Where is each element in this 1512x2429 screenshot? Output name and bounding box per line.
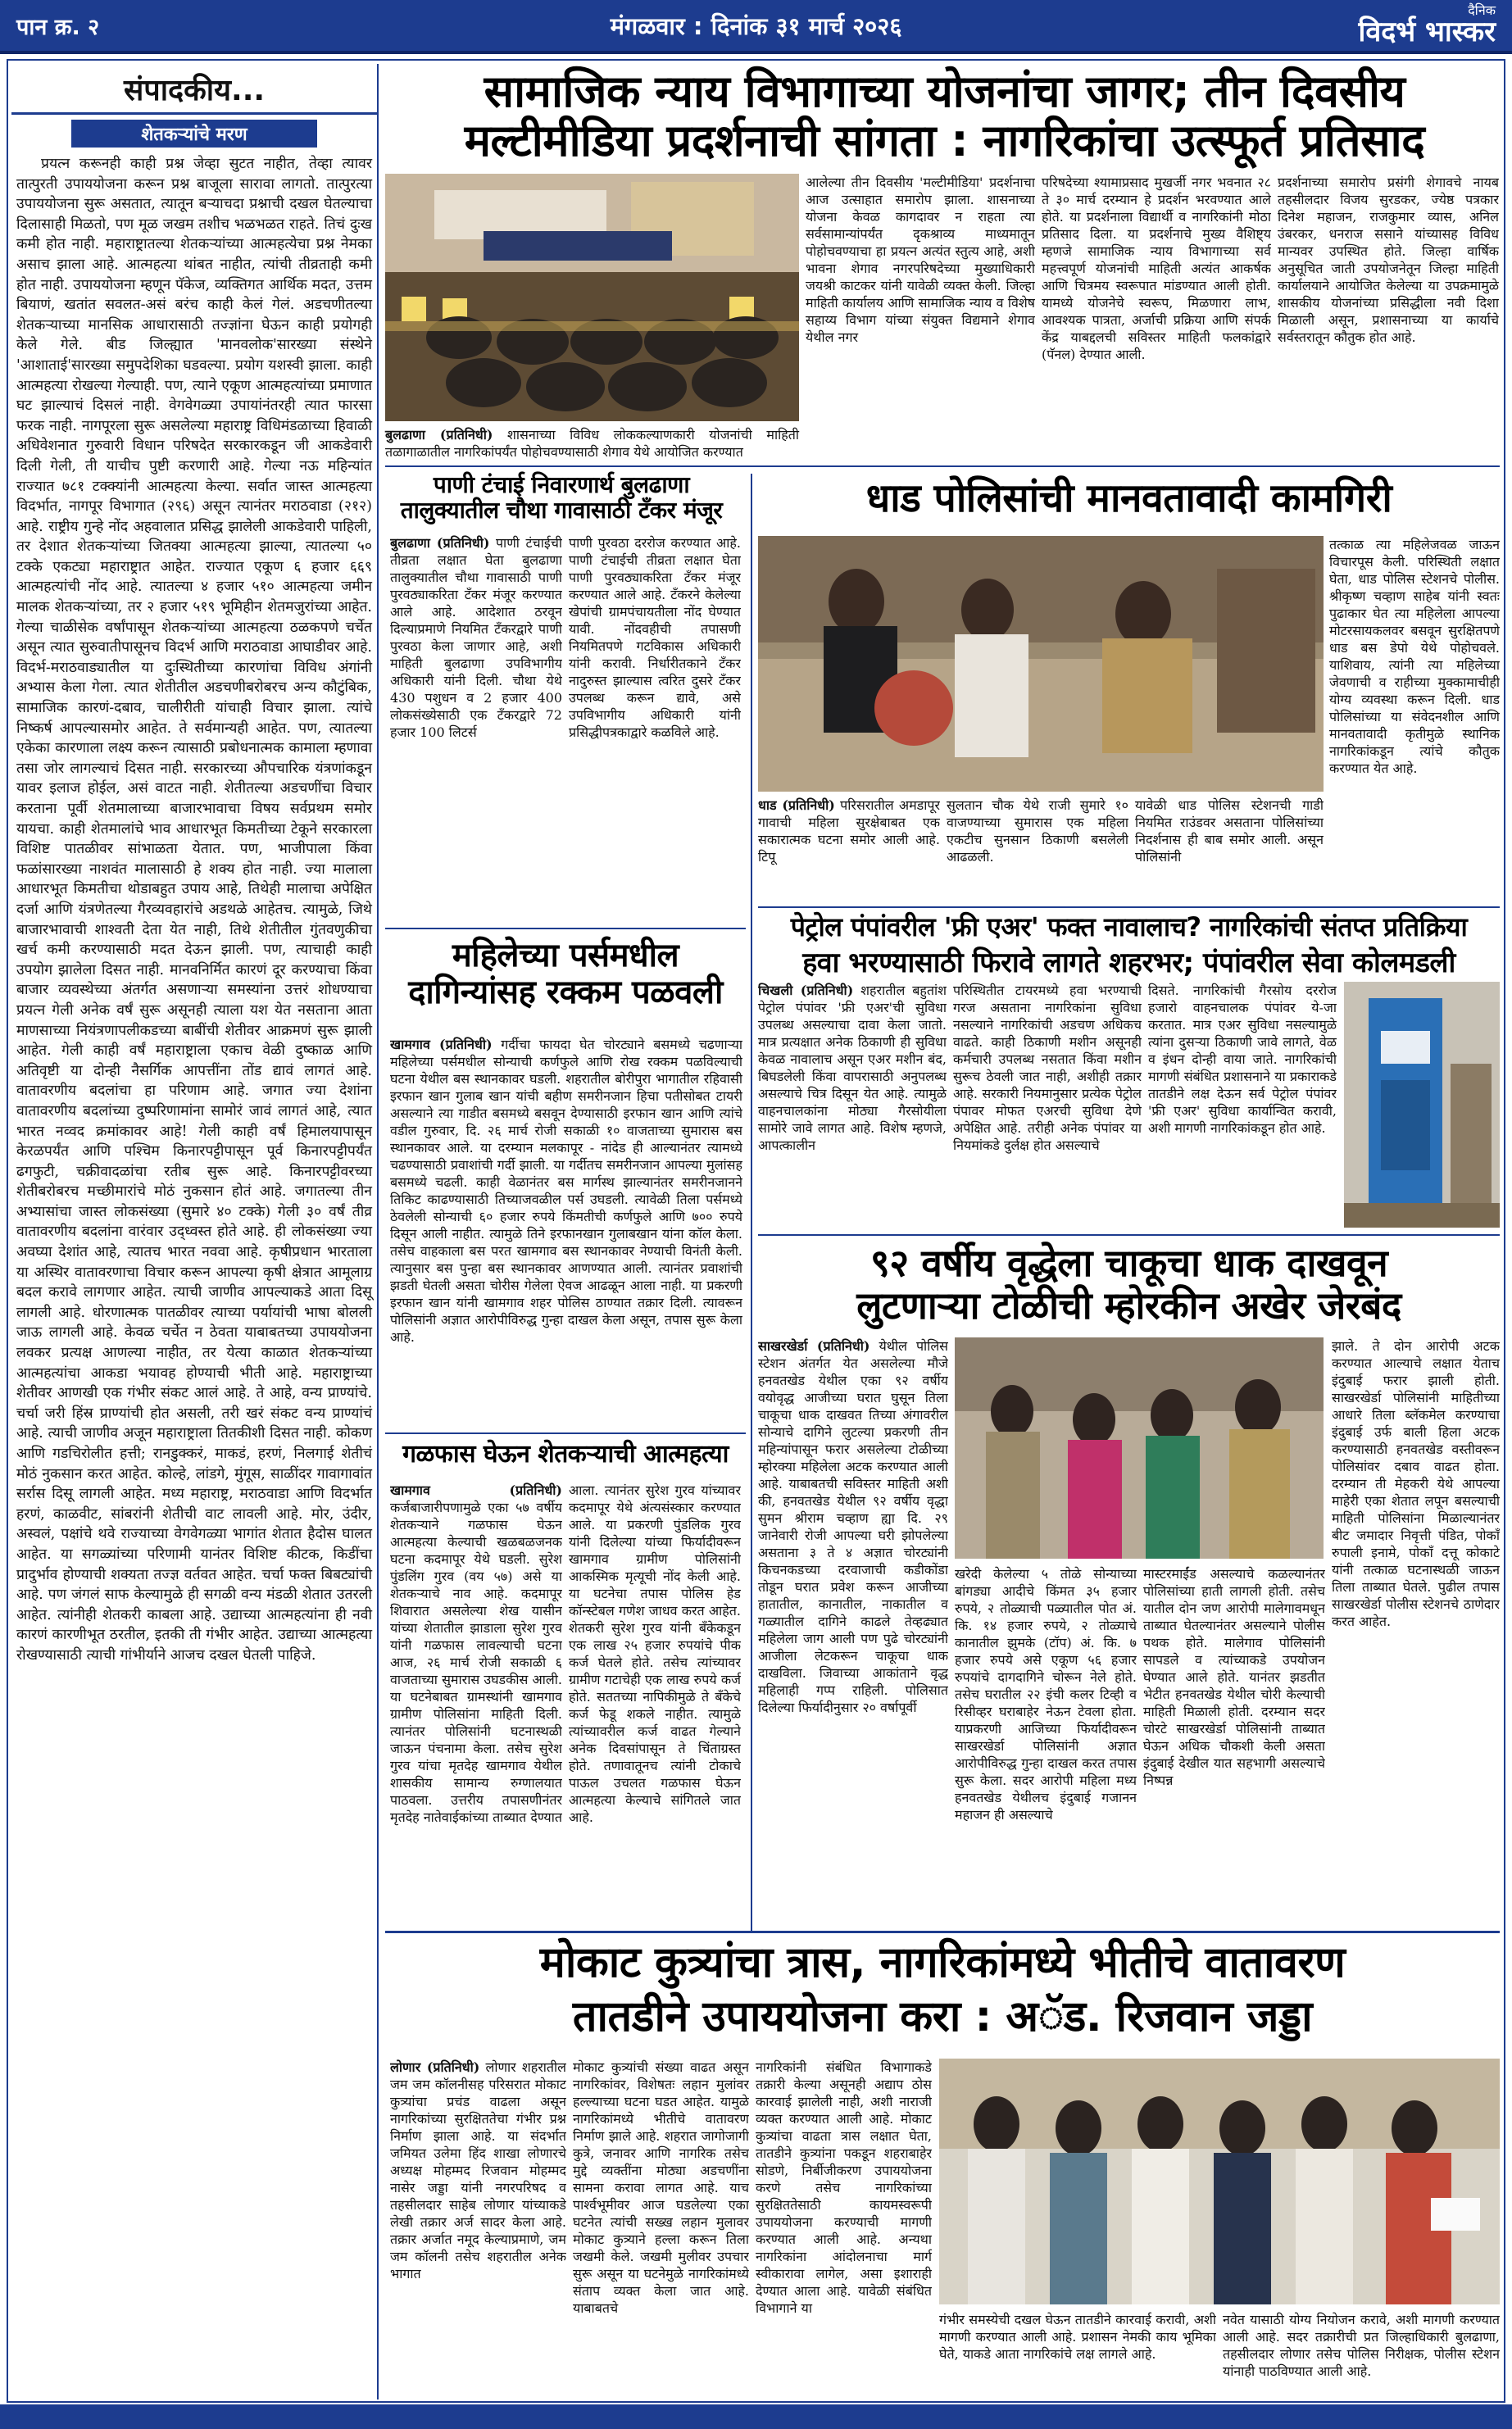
dhad-column-4: तत्काळ त्या महिलेजवळ जाऊन विचारपूस केली. परिस्थिती लक्षात घेता, धाड पोलिस स्टेशनचे पोलीस. श्रीकृष्ण चव्हाण साहेब यांनी स्वतः पुढाकार घेत त्या महिलेला आपल्या मोटरसायकलवर बसवून सुरक्षितपणे धाड बस डेपो येथे पोहोचवले. याशिवाय, त्यांनी त्या महिलेच्या जेवणाची व राहीच्या मुक्कामाचीही योग्य व्यवस्था करून दिली. धाड पोलिसांच्या या संवेदनशील आणि मानवतावादी कृतीमुळे स्थानिक नागरिकांकडून त्यांचे कौतुक करण्यात येत आहे. (1329, 537, 1500, 776)
dogs-photo (939, 2059, 1500, 2304)
petrol-byline: चिखली (प्रतिनिधी) (758, 983, 854, 998)
petrol-column-1 (758, 982, 947, 1228)
dogs-column-2: मोकाट कुत्र्यांची संख्या वाढत असून नागरिकांवर, विशेषतः लहान मुलांवर हल्ल्याच्या घटना घडत आहेत. यामुळे नागरिकांमध्ये भीतीचे वातावरण निर्माण झाले आहे. शहरात जागोजागी कुत्रे, जनावर आणि नागरिक तसेच मुद्दे व्यक्तींना मोठ्या अडचणींना सामना करावा लागत आहे. याच पार्श्वभूमीवर आज घडलेल्या एका घटनेत त्यांची सख्ख लहान मुलावर मोकाट कुत्र्याने हल्ला करून तिला जखमी केले. जखमी मुलीवर उपचार सुरू असून या घटनेमुळे नागरिकांमध्ये संताप व्यक्त केला जात आहे. याबाबतचे (573, 2059, 749, 2316)
robbery-column-2: खरेदी केलेल्या ५ तोळे सोन्याच्या बांगड्या आदीचे किंमत ३५ हजार रुपये, २ तोळ्याची पळ्यातील पोत अं. कि. १४ हजार रुपये, २ तोळ्याचे कानातील झुमके (टॉप) अं. कि. ७ हजार रुपये असे एकूण ५६ हजार रुपयांचे दागदागिने चोरून नेले होते. तसेच घरातील २२ इंची कलर टिव्ही व रिसीव्हर घराबाहेर नेऊन टेवला होता. याप्रकरणी आजिच्या फिर्यादीवरून साखरखेर्डा पोलिसांनी अज्ञात आरोपीविरुद्ध गुन्हा दाखल करत तपास सुरू केला. सदर आरोपी महिला मध्य हनवतखेड येथीलच इंदुबाई गजानन महाजन ही असल्याचे (955, 1566, 1137, 1823)
brand-prefix: दैनिक (1468, 2, 1496, 18)
robbery-col1-text: येथील पोलिस स्टेशन अंतर्गत येत असलेल्या मौजे हनवतखेड येथील एका ९२ वर्षीय वयोवृद्ध आजीच्या घरात घुसून तिला चाकूचा धाक दाखवत तिच्या अंगावरील सोन्याचे दागिने लुटल्या प्रकरणी तीन महिन्यांपासून फरार असलेल्या टोळीच्या म्होरक्या महिलेला अटक करण्यात आली आहे. याबाबतची सविस्तर माहिती अशी की, हनवतखेड येथील ९२ वर्षीय वृद्धा सुमन श्रीराम चव्हाण ह्या दि. २९ जानेवारी रोजी आपल्या घरी झोपलेल्या असताना ३ ते ४ अज्ञात चोरट्यांनी किचनकडच्या दरवाजाची कडीकोंडा तोडून घरात प्रवेश करून आजीच्या हातातील, कानातील, नाकातील व गळ्यातील दागिने काढले तेव्हढ्यात महिलेला जाग आली पण पुढे चोरट्यांनी आजीला लेटकरून चाकूचा धाक दाखविला. जिवाच्या आकांताने वृद्ध महिलाही गप्प राहिली. पोलिसात दिलेल्या फिर्यादीनुसार २० वर्षापूर्वी (758, 1338, 948, 1715)
lead-divider (385, 465, 1500, 467)
theft-body-text: गर्दीचा फायदा घेत चोरट्याने बसमध्ये चढणाऱ्या महिलेच्या पर्समधील सोन्याची कर्णफुले आणि रोख रक्कम पळविल्याची घटना येथील बस स्थानकावर घडली. शहरातील बोरीपुरा भागातील रहिवासी इरफान खान गुलाब खान यांची बहीण समरीनजान हिचा पतीसोबत टायरी असल्याने त्या गाडीत बसमध्ये बसवून देण्यासाठी इरफान खान आणि त्यांचे वडील गुरुवार, दि. २६ मार्च रोजी सकाळी १० वाजताच्या सुमारास बस स्थानकावर आले. या दरम्यान मलकापूर - नांदेड ही आल्यानंतर त्यामध्ये चढण्यासाठी प्रवाशांची गर्दी झाली. या गर्दीतच समरीनजान आपल्या मुलांसह बसमध्ये चढली. काही वेळानंतर बस मार्गस्थ झाल्यानंतर समरीनजानने तिकिट काढण्यासाठी तिच्याजवळील पर्स उघडली. त्यावेळी तिला पर्समध्ये ठेवलेली सोन्याची ६० हजार रुपये किंमतीची कर्णफुले आणि ७०० रुपये दिसून आली नाहीत. त्यामुळे तिने इरफानखान गुलाबखान यांना कॉल केला. तसेच वाहकाला बस परत खामगाव बस स्थानकावर नेण्याची विनंती केली. त्यानुसार बस पुन्हा बस स्थानकावर आणण्यात आली. त्यानंतर प्रवाशांची झडती घेतली असता चोरीस गेलेला ऐवज आढळून आला नाही. या प्रकरणी इरफान खान यांनी खामगाव शहर पोलिस ठाण्यात तक्रार दिली. त्यावरून पोलिसांनी अज्ञात आरोपीविरुद्ध गुन्हा दाखल केला असून, तपास सुरू केला आहे. (390, 1037, 742, 1345)
lead-caption-text: शासनाच्या विविध लोककल्याणकारी योजनांची माहिती तळागाळातील नागरिकांपर्यंत पोहोचवण्यासाठी शेगाव येथे आयोजित करण्यात (385, 427, 800, 460)
lead-photo (385, 174, 799, 421)
dogs-headline (385, 1939, 1500, 2041)
water-col1-text: पाणी टंचाईची तीव्रता लक्षात घेता बुलढाणा तालुक्यातील चौथा गावासाठी पाणी पुरवठ्याकरिता टँकर मंजूर करण्यात आले आहे. आदेशात ठरवून दिल्याप्रमाणे नियमित टँकरद्वारे पाणी पुरवठा केला जाणार आहे, अशी माहिती बुलढाणा उपविभागीय अधिकारी यांनी दिली. चौथा येथे 430 पशुधन व 2 हजार 400 लोकसंख्येसाठी एक टँकरद्वारे 72 हजार 100 लिटर्स (390, 535, 562, 740)
dogs-divider (385, 1931, 1500, 1933)
theft-headline-line2: दागिन्यांसह रक्कम पळवली (408, 973, 723, 1011)
page-header-bar (0, 0, 1512, 54)
brand-name: विदर्भ भास्कर (1358, 16, 1496, 48)
water-divider (385, 928, 746, 929)
dogs-col1-text: लोणार शहरातील जम जम कॉलनीसह परिसरात मोकाट कुत्र्यांचा प्रचंड वाढला असून नागरिकांच्या सुरक्षिततेचा गंभीर प्रश्न निर्माण झाला आहे. या संदर्भात जमियत उलेमा हिंद शाखा लोणारचे अध्यक्ष मोहम्मद रिजवान मोहम्मद नासेर जड्डा यांनी नगरपरिषद व तहसीलदार साहेब लोणार यांच्याकडे लेखी तक्रार अर्ज सादर केला आहे. तक्रार अर्जात नमूद केल्याप्रमाणे, जम जम कॉलनी तसेच शहरातील अनेक भागात (390, 2059, 566, 2281)
petrol-divider (758, 1234, 1500, 1236)
masthead-brand (1037, 4, 1496, 47)
editorial-subtitle: शेतकऱ्यांचे मरण (71, 120, 317, 148)
robbery-column-3: मास्टरमाईंड असल्याचे कळल्यानंतर पोलिसांच्या हाती लागली होती. तसेच यातील दोन जण आरोपी मालेगावमधून ताब्यात घेतल्यानंतर असल्याने पोलीस पथक होते. मालेगाव पोलिसांनी सापडले व त्यांच्याकडे उपयोजन घेण्यात आले होते. यानंतर झडतीत भेटीत हनवतखेड येथील चोरी केल्याची माहिती मिळाली होती. दरम्यान सदर चोरटे साखरखेर्डा पोलिसांनी ताब्यात घेऊन अधिक चौकशी केली असता इंदुबाई देखील यात सहभागी असल्याचे निष्पन्न (1143, 1566, 1325, 1788)
water-column-1 (390, 534, 562, 919)
lead-caption (385, 426, 799, 461)
theft-body (390, 1036, 742, 1428)
robbery-headline-line2: लुटणाऱ्या टोळीची म्होरकीन अखेर जेरबंद (856, 1283, 1401, 1328)
water-column-2: पाणी पुरवठा दररोज करण्यात आहे. पाणी टंचाईची तीव्रता लक्षात घेता पाणी पुरवठ्याकरिता टँकर मंजूर करण्यात आले आहे. टँकरने केलेल्या खेपांची ग्रामपंचायतीला नोंद घेण्यात यावी. नोंदवहीची तपासणी नियमितपणे गटविकास अधिकारी यांनी करावी. निर्धारीतकाने टँकर नादुरुस्त झाल्यास त्वरित दुसरे टँकर उपलब्ध करून द्यावे, असे उपविभागीय अधिकारी यांनी प्रसिद्धीपत्रकाद्वारे कळविले आहे. (569, 535, 741, 740)
suicide-col1-text: कर्जबाजारीपणामुळे एका ५७ वर्षीय शेतकऱ्याने गळफास घेऊन आत्महत्या केल्याची खळबळजनक घटना कदमापूर येथे घडली. सुरेश पुंडलिंग गुरव (वय ५७) असे या शेतकऱ्याचे नाव आहे. कदमापूर शिवारात असलेल्या शेख यासीन यांच्या शेतातील झाडाला सुरेश गुरव यांनी गळफास लावल्याची घटना आज, २६ मार्च रोजी सकाळी ६ वाजताच्या सुमारास उघडकीस आली. या घटनेबाबत ग्रामस्थांनी खामगाव ग्रामीण पोलिसांना माहिती दिली. त्यानंतर पोलिसांनी घटनास्थळी जाऊन पंचनामा केला. तसेच सुरेश गुरव यांचा मृतदेह खामगाव येथील शासकीय सामान्य रुग्णालयात पाठवला. उत्तरीय तपासणीनंतर मृतदेह नातेवाईकांच्या ताब्यात देण्यात (390, 1500, 562, 1825)
lead-column-2: परिषदेच्या श्यामाप्रसाद मुखर्जी नगर भवनात २८ ते ३० मार्च दरम्यान हे प्रदर्शन भरवण्यात आले होते. या प्रदर्शनाला विद्यार्थी व नागरिकांनी मोठा प्रतिसाद दिला. या प्रदर्शनाचे मुख्य वैशिष्ट्य म्हणजे सामाजिक न्याय विभागाच्या सर्व महत्त्वपूर्ण योजनांची माहिती अत्यंत आकर्षक आणि चित्रमय स्वरूपात मांडण्यात आली होती. यामध्ये योजनेचे स्वरूप, मिळणारा लाभ, आवश्यक पात्रता, अर्जाची प्रक्रिया आणि संपर्क केंद्र याबद्दलची सविस्तर माहिती फलकांद्वारे (पॅनल) देण्यात आली. (1042, 175, 1271, 362)
robbery-column-1 (758, 1337, 948, 1924)
dhad-photo (758, 536, 1324, 792)
dhad-col1-text: परिसरातील अमडापूर गावाची महिला सुरक्षेबाबत एक सकारात्मक घटना समोर आली आहे. टिपू (758, 797, 940, 865)
issue-date: मंगळवार : दिनांक ३१ मार्च २०२६ (610, 11, 902, 40)
suicide-column-2: आला. त्यानंतर सुरेश गुरव यांच्यावर कदमापूर येथे अंत्यसंस्कार करण्यात आले. या प्रकरणी पुंडलिक गुरव यांनी दिलेल्या यांच्या फिर्यादीवरून खामगाव ग्रामीण पोलिसांनी आकस्मिक मृत्यूची नोंद केली आहे. या घटनेचा तपास पोलिस हेड कॉन्स्टेबल गणेश जाधव करत आहेत. शेतकरी सुरेश गुरव यांनी बँकेकडून एक लाख २५ हजार रुपयांचे पीक कर्ज घेतले होते. तसेच त्यांच्यावर ग्रामीण गटाचेही एक लाख रुपये कर्ज होते. सततच्या नापिकीमुळे ते बँकेचे कर्ज फेडू शकले नाहीत. त्यामुळे त्यांच्यावरील कर्ज वाढत गेल्याने अनेक दिवसांपासून ते चिंताग्रस्त होते. तणावातूनच त्यांनी टोकाचे पाऊल उचलत गळफास घेऊन आत्महत्या केल्याचे सांगितले जात आहे. (569, 1482, 741, 1825)
lead-column-3: प्रदर्शनाच्या समारोप प्रसंगी शेगावचे नायब तहसीलदार विजय सुरडकर, ज्येष्ठ पत्रकार दिनेश महाजन, राजकुमार व्यास, अनिल उंबरकर, धनराज ससाने यांच्यासह विविध मान्यवर उपस्थित होते. जिल्हा वार्षिक अनुसूचित जाती उपयोजनेतून जिल्हा माहिती कार्यालयाने आयोजित केलेल्या या उपक्रमामुळे शासकीय योजनांच्या प्रसिद्धीला नवी दिशा मिळाली असून, प्रशासनाच्या या कार्याचे सर्वस्तरातून कौतुक होत आहे. (1278, 175, 1499, 345)
dhad-headline: धाड पोलिसांची मानवतावादी कामगिरी (865, 475, 1392, 521)
theft-headline-line1: महिलेच्या पर्समधील (452, 937, 679, 974)
dogs-caption-2: नवेत यासाठी योग्य नियोजन करावे, अशी मागणी करण्यात आली आहे. सदर तक्रारीची प्रत जिल्हाधिकारी बुलढाणा, तहसीलदार लोणार तसेच पोलिस निरीक्षक, पोलीस स्टेशन यांनाही पाठविण्यात आली आहे. (1223, 2312, 1500, 2379)
petrol-headline-line2: हवा भरण्यासाठी फिरावे लागते शहरभर; पंपांवरील सेवा कोलमडली (802, 946, 1455, 979)
dogs-byline: लोणार (प्रतिनिधी) (390, 2059, 480, 2075)
page-footer-bar (0, 2404, 1512, 2429)
suicide-byline: खामगाव (प्रतिनिधी) (390, 1482, 562, 1498)
petrol-column-2: परिस्थितीत टायरमध्ये हवा भरण्याची गरज असताना नागरिकांना सुविधा नसल्याने नागरिकांची अडचण अधिकच वाढते. काही ठिकाणी मशीन असूनही कर्मचारी उपलब्ध नसतात किंवा मशीन सुरूच ठेवली जात नाही, अशीही तक्रार आहे. सरकारी नियमानुसार प्रत्येक पेट्रोल पंपावर मोफत एअरची सुविधा देणे अपेक्षित आहे. तरीही अनेक पंपांवर या नियमांकडे दुर्लक्ष होत असल्याचे (953, 983, 1142, 1153)
theft-byline: खामगाव (प्रतिनिधी) (390, 1037, 493, 1052)
petrol-column-3: दिसते. नागरिकांची गैरसोय दररोज हजारो वाहनचालक पंपांवर ये-जा करतात. मात्र एअर सुविधा नसल्यामुळे त्यांना दुसऱ्या ठिकाणी जावे लागते, वेळ व इंधन दोन्ही वाया जाते. नागरिकांची मागणी संबंधित प्रशासनाने या प्रकाराकडे तातडीने लक्ष देऊन सर्व पेट्रोल पंपांवर 'फ्री एअर' सुविधा कार्यान्वित करावी, अशी मागणी नागरिकांकडून होत आहे. (1148, 983, 1337, 1136)
editorial-column (11, 64, 379, 2399)
theft-headline (385, 938, 746, 1011)
dogs-column-3: नागरिकांनी संबंधित विभागाकडे तक्रारी केल्या असूनही अद्याप ठोस कारवाई झालेली नाही, अशी नाराजी व्यक्त करण्यात आली आहे. मोकाट कुत्र्यांचा वाढता त्रास लक्षात घेता, तातडीने कुत्र्यांना पकडून शहराबाहेर सोडणे, निर्बीजीकरण उपाययोजना करणे तसेच नागरिकांच्या सुरक्षिततेसाठी कायमस्वरूपी उपाययोजना करण्याची मागणी करण्यात आली आहे. अन्यथा नागरिकांना आंदोलनाचा मार्ग स्वीकारावा लागेल, असा इशाराही देण्यात आला आहे. यावेळी संबंधित विभागाने या (756, 2059, 932, 2316)
robbery-column-4: झाले. ते दोन आरोपी अटक करण्यात आल्याचे लक्षात येताच इंदुबाई फरार झाली होती. साखरखेर्डा पोलिसांनी माहितीच्या आधारे तिला ब्लॅकमेल करण्याचा इंदुबाई उर्फ बाली हिला अटक करण्यासाठी हनवतखेड वस्तीवरून पोलिसांवर दबाव वाढत होता. दरम्यान ती मेहकरी येथे आपल्या माहेरी एका शेतात लपून बसल्याची माहिती पोलिसांना मिळाल्यानंतर बीट जमादार निवृत्ती पंडित, पोकॉं रुपाली इनामे, पोकॉं दत्तू कोकाटे यांनी तत्काळ घटनास्थळी जाऊन तिला ताब्यात घेतले. पुढील तपास साखरखेर्डा पोलीस स्टेशनचे ठाणेदार करत आहेत. (1332, 1338, 1500, 1629)
dogs-caption-1: गंभीर समस्येची दखल घेऊन तातडीने कारवाई करावी, अशी मागणी करण्यात आली आहे. प्रशासन नेमकी काय भूमिका घेते, याकडे आता नागरिकांचे लक्ष लागले आहे. (939, 2312, 1216, 2362)
theft-divider (385, 1432, 746, 1434)
robbery-photo (955, 1337, 1324, 1559)
dhad-column-1 (758, 797, 940, 900)
suicide-headline: गळफास घेऊन शेतकऱ्याची आत्महत्या (402, 1440, 729, 1469)
petrol-headline-line1: पेट्रोल पंपांवरील 'फ्री एअर' फक्त नावालाच? नागरिकांची संतप्त प्रतिक्रिया (790, 911, 1468, 942)
robbery-headline-line1: ९२ वर्षीय वृद्धेला चाकूचा धाक दाखवून (870, 1241, 1388, 1285)
editorial-title: संपादकीय... (11, 64, 377, 115)
petrol-photo (1344, 982, 1500, 1228)
suicide-column-1 (390, 1482, 562, 1924)
dhad-column-2: सुलतान चौक येथे राजी सुमारे १० वाजण्याच्या सुमारास एक महिला एकटीच सुनसान ठिकाणी बसलेली आढळली. (947, 797, 1128, 865)
water-byline: बुलढाणा (प्रतिनिधी) (390, 535, 490, 551)
dogs-headline-line2: तातडीने उपाययोजना करा : अॅड. रिजवान जड्डा (572, 1992, 1313, 2042)
petrol-headline (758, 913, 1500, 978)
page-number: पान क्र. २ (16, 14, 100, 40)
lead-headline-line2: मल्टीमीडिया प्रदर्शनाची सांगता : नागरिकांचा उत्स्फूर्त प्रतिसाद (464, 115, 1425, 167)
dhad-column-3: यावेळी धाड पोलिस स्टेशनची गाडी नियमित राउंडवर असताना पोलिसांच्या निदर्शनास ही बाब समोर आली. असून पोलिसांनी (1135, 797, 1324, 865)
water-headline: पाणी टंचाई निवारणार्थ बुलढाणा तालुक्यातील चौथा गावासाठी टँकर मंजूर (400, 471, 723, 524)
lead-byline: बुलढाणा (प्रतिनिधी) (385, 427, 493, 443)
petrol-col1-text: शहरातील बहुतांश पेट्रोल पंपांवर 'फ्री एअर'ची सुविधा उपलब्ध असल्याचा दावा केला जातो. मात्र प्रत्यक्षात अनेक ठिकाणी ही सुविधा केवळ नावालाच असून एअर मशीन बंद, बिघडलेली किंवा वापरासाठी अनुपलब्ध असल्याचे चित्र दिसून येत आहे. त्यामुळे वाहनचालकांना मोठ्या गैरसोयीला सामोरे जावे लागत आहे. विशेष म्हणजे, आपत्कालीन (758, 983, 947, 1153)
dhad-byline: धाड (प्रतिनिधी) (758, 797, 835, 813)
dhad-divider (758, 906, 1500, 908)
dogs-column-1 (390, 2059, 566, 2399)
lead-headline (385, 67, 1504, 166)
dogs-headline-line1: मोकाट कुत्र्यांचा त्रास, नागरिकांमध्ये भीतीचे वातावरण (539, 1938, 1346, 1987)
mid-column-divider (751, 474, 752, 1931)
editorial-body: प्रयत्न करूनही काही प्रश्न जेव्हा सुटत नाहीत, तेव्हा त्यावर तात्पुरती उपाययोजना करून प्रश्न बाजूला सारावा लागतो. तात्पुरत्या उपाययोजना सुरू असतात, त्यातून बऱ्याचदा प्रश्नाची दखल घेतल्याचा दिलासाही मिळतो, पण मूळ जखम तशीच भळभळत राहते. तिचं दुःख कमी होत नाही. महाराष्ट्रातल्या शेतकऱ्यांच्या आत्महत्येचा प्रश्न नेमका असाच झाला आहे. आत्महत्या थांबत नाहीत, त्यांची तीव्रताही कमी होत नाही. उपाययोजना म्हणून पॅकेज, व्यक्तिगत आर्थिक मदत, उत्तम बियाणं, खतांत सवलत-असं बरंच काही केलं गेलं. अडचणीतल्या शेतकऱ्याच्या मानसिक आधारासाठी तज्ज्ञांना घेऊन काही प्रयोगही केले गेले. बीड जिल्ह्यात 'मानवलोक'सारख्या संस्थेने 'आशाताई'सारख्या समुपदेशिका घडवल्या. प्रयोग यशस्वी झाला. काही आत्महत्या रोखल्या गेल्याही. पण, त्याने एकूण आत्महत्यांच्या प्रमाणात घट झाल्याचं दिसलं नाही. वेगवेगळ्या उपायांनंतरही त्यात फारसा फरक नाही. नागपूरला सुरू असलेल्या महाराष्ट्र विधिमंडळाच्या हिवाळी अधिवेशनात गुरुवारी विधान परिषदेत सरकारकडून जी आकडेवारी दिली गेली, ती याचीच पुष्टी करणारी आहे. गेल्या नऊ महिन्यांत राज्यात ७८१ टक्क्यांनी आत्महत्या केल्या. सर्वात जास्त आत्महत्या विदर्भात, नागपूर विभागात (२९६) असून त्यानंतर मराठवाडा (२१२) आहे. राष्ट्रीय गुन्हे नोंद अहवालात प्रसिद्ध झालेली आकडेवारी पाहिली, तर देशात शेतकऱ्यांच्या जितक्या आत्महत्या झाल्या, त्यातल्या ५० टक्के एकट्या महाराष्ट्रात आहेत. राज्यात एकूण ६ हजार ६६९ आत्महत्यांची नोंद आहे. त्यातल्या ४ हजार ५१० आत्महत्या जमीन मालक शेतकऱ्यांच्या, तर २ हजार ५१९ भूमिहीन शेतमजुरांच्या आहेत. गेल्या चाळीसेक वर्षांपासून शेतकऱ्यांच्या आत्महत्या ठळकपणे चर्चेत असून त्यात सुरुवातीपासूनच विदर्भ आणि मराठवाडा आघाडीवर आहे. विदर्भ-मराठवाड्यातील या दुःस्थितीच्या कारणांचा विविध अंगांनी अभ्यास केला गेला. त्यात शेतीतील अडचणीबरोबरच अन्य कौटुंबिक, सामाजिक कारणं-दबाव, चालीरीती यांचाही विचार झाला. त्यांचे निष्कर्ष आपल्यासमोर आहेत. ते सर्वमान्यही आहेत. पण, त्यातल्या एकेका कारणाला लक्ष्य करून त्यासाठी प्रबोधनात्मक कामाला म्हणावा तसा जोर लागल्याचं दिसत नाही. सरकारच्या औपचारिक यंत्रणांकडून यावर इलाज होईल, असं वाटत नाही. शेतीतल्या अडचणींचा विचार करताना पूर्वी शेतमालाच्या बाजारभावाचा विषय सर्वप्रथम समोर यायचा. काही शेतमालांचे भाव आधारभूत किमतीच्या टेकूने सरकारला विशिष्ट पातळीवर सांभाळता येतात. पण, भाजीपाला किंवा फळांसारख्या नाशवंत मालासाठी हे शक्य होत नाही. ज्या मालाला आधारभूत किमतीचा थोडाबहुत उपाय आहे, तिथेही मालाचा अपेक्षित दर्जा आणि यंत्रणेतल्या गैरव्यवहारांचे अडथळे आहेतच. त्यामुळे, जिथे बाजारभावाची शाश्वती देता येत नाही, तिथे शेतीतील गुंतवणुकीचा खर्च कमी करण्यासाठी मदत देऊन झाली. पण, त्याचाही काही उपयोग झालेला दिसत नाही. मानवनिर्मित कारणं दूर करण्याचा किंवा बाजार व्यवस्थेच्या अंतर्गत असणाऱ्या समस्यांना उत्तरं शोधण्याचा प्रयत्न गेली अनेक वर्षं सुरू असूनही त्याला यश येत नसताना आता माणसाच्या नियंत्रणापलीकडच्या बाबींची शेतीवर आक्रमणं सुरू झाली आहेत. गेली काही वर्षं महाराष्ट्राला एकाच वेळी दुष्काळ आणि अतिवृष्टी या दोन्ही नैसर्गिक आपत्तींना तोंड द्यावं लागतं आहे. वातावरणीय बदलांचा हा परिणाम आहे. जगात ज्या देशांना वातावरणीय बदलांच्या दुष्परिणामांना सामोरं जावं लागतं आहे, त्यात भारत नव्वद क्रमांकावर आहे! गेली काही वर्षं हिमालयापासून केरळपर्यंत आणि पश्चिम किनारपट्टीपासून पूर्व किनारपट्टीपर्यंत ढगफुटी, चक्रीवादळांचा रतीब सुरू आहे. किनारपट्टीवरच्या शेतीबरोबरच मच्छीमारांचे मोठं नुकसान होतं आहे. जगातल्या तीन अभ्यासांचा जास्त लोकसंख्या (सुमारे ४० टक्के) गेली ३० वर्षं तीव्र वातावरणीय बदलांना वारंवार उद्ध्वस्त होते आहे. ही लोकसंख्या ज्या अवघ्या देशांत आहे, त्यातच भारत नववा आहे. कृषीप्रधान भारताला या अस्थिर वातावरणाचा विचार करून आपल्या कृषी क्षेत्रात आमूलाग्र बदल करावे लागणार आहेत. त्याची जाणीव आपल्याकडे आता दिसू लागली आहे. धोरणात्मक पातळीवर त्याच्या पर्यायांची भाषा बोलली जाऊ लागली आहे. केवळ चर्चेत न ठेवता याबाबतच्या उपाययोजना लवकर प्रत्यक्ष आणल्या नाहीत, तर येत्या काळात शेतकऱ्यांच्या आत्महत्यांचा आकडा भयावह होण्याची भीती आहे. महाराष्ट्राच्या शेतीवर आणखी एक गंभीर संकट आलं आहे. ते आहे, वन्य प्राण्यांचे. चर्चा जरी हिंस्र प्राण्यांची होत असली, तरी खरं संकट वन्य प्राण्यांचं आहे. त्याची जाणीव अजून महाराष्ट्राला तितकीशी दिसत नाही. कोकण आणि गडचिरोलीत हत्ती; रानडुक्करं, माकडं, हरणं, निलगाई शेतीचं मोठं नुकसान करत आहेत. कोल्हे, लांडगे, मुंगूस, साळींदर गावागावांत सर्रास दिसू लागली आहेत. मध्य महाराष्ट्र, मराठवाडा आणि विदर्भात हरणं, काळवीट, सांबरांनी शेतीची वाट लावली आहे. मोर, उंदीर, अस्वलं, पक्षांचे थवे राज्याच्या वेगवेगळ्या भागांत शेतात हैदोस घालत आहेत. या सगळ्यांच्या परिणामी यानंतर विशिष्ट कीटक, किडींचा प्रादुर्भाव होण्याची शक्यता तज्ज्ञ वर्तवत आहेत. चर्चा फक्त बिबट्यांची आहे. पण जंगलं साफ केल्यामुळे ही सगळी वन्य मंडळी शेतात उतरली आहेत. त्यांनीही शेतकरी काबला आहे. उद्याच्या आत्महत्यांना ही नवी कारणं कारणीभूत ठरतील, इतकी ती गंभीर आहेत. उद्याच्या आत्महत्या रोखण्यासाठी त्याची गांभीर्याने आजच दखल घेतली पाहिजे. (16, 156, 372, 1664)
robbery-headline (758, 1242, 1500, 1327)
robbery-byline: साखरखेर्डा (प्रतिनिधी) (758, 1338, 870, 1354)
lead-column-1: आलेल्या तीन दिवसीय 'मल्टीमीडिया' प्रदर्शनाचा आज उत्साहात समारोप झाला. शासनाच्या योजना केवळ कागदावर न राहता त्या सर्वसामान्यांपर्यंत दृकश्राव्य माध्यमातून पोहोचवण्याचा हा प्रयत्न अत्यंत स्तुत्य आहे, अशी भावना शेगाव नगरपरिषदेच्या मुख्याधिकारी जयश्री काटकर यांनी यावेळी व्यक्त केली. जिल्हा माहिती कार्यालय आणि सामाजिक न्याय व विशेष सहाय्य विभाग यांच्या संयुक्त विद्यमाने शेगाव येथील नगर (806, 175, 1035, 345)
lead-headline-line1: सामाजिक न्याय विभागाच्या योजनांचा जागर; तीन दिवसीय (484, 66, 1405, 117)
